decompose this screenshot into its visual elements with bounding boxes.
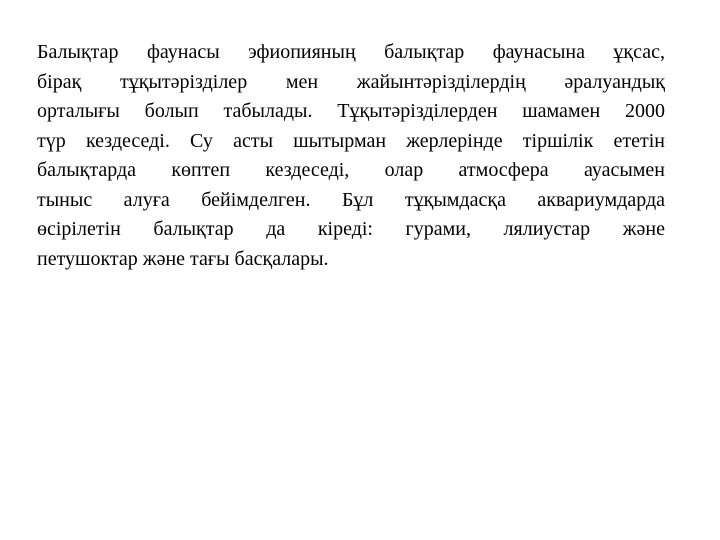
paragraph-line: өсірілетін балықтар да кіреді: гурами, лялиустар және: [37, 218, 665, 240]
paragraph-line: тыныс алуға бейімделген. Бұл тұқымдасқа аквариумдарда: [37, 188, 665, 211]
paragraph-line: балықтарда көптеп кездеседі, олар атмосфера ауасымен: [37, 159, 665, 181]
paragraph-line: түр кездеседі. Су асты шытырман жерлерінде тіршілік ететін: [37, 129, 665, 152]
paragraph-line: петушоктар және тағы басқалары.: [37, 247, 329, 270]
paragraph-line: бірақ тұқытәрізділер мен жайынтәрізділердің әралуандық: [37, 70, 665, 93]
body-paragraph: [37, 38, 665, 274]
paragraph-line: Балықтар фаунасы эфиопияның балықтар фаунасына ұқсас,: [37, 41, 665, 63]
paragraph-line: орталығы болып табылады. Тұқытәрізділерден шамамен 2000: [37, 100, 665, 122]
